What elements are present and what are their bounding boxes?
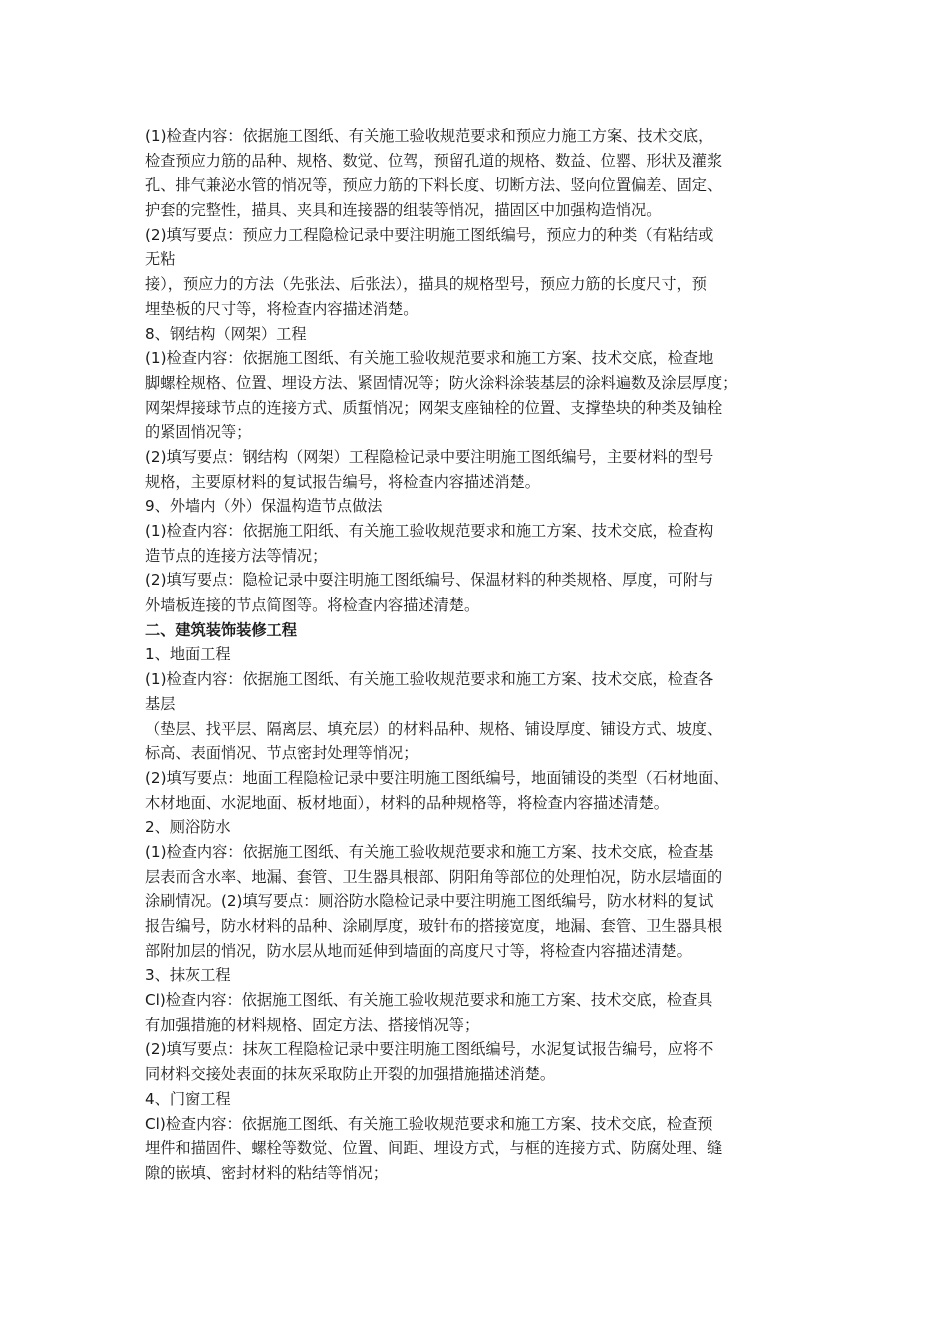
text-line: 埋垫板的尺寸等，将检查内容描述消楚。 (145, 299, 419, 318)
text-line: 8、钢结构（网架）工程 (145, 324, 307, 343)
text-line: 涂刷情况。(2)填写要点：厕浴防水隐检记录中要注明施工图纸编号，防水材料的复试 (145, 892, 714, 911)
text-line: 木材地面、水泥地面、板材地面），材料的品种规格等，将检查内容描述清楚。 (145, 793, 669, 812)
text-line: Cl)检查内容：依据施工图纸、有关施工验收规范要求和施工方案、技术交底，检查具 (145, 991, 713, 1010)
section-heading: 二、建筑装饰装修工程 (145, 620, 297, 639)
text-line: 造节点的连接方法等情况； (145, 546, 328, 565)
text-line: (1)检查内容：依据施工图纸、有关施工验收规范要求和施工方案、技术交底，检查基 (145, 842, 714, 861)
text-line: (1)检查内容：依据施工图纸、有关施工验收规范要求和施工方案、技术交底，检查地 (145, 349, 714, 368)
text-line: （垫层、找平层、隔离层、填充层）的材料品种、规格、铺设厚度、铺设方式、坡度、 (145, 719, 723, 738)
text-line: 基层 (145, 694, 176, 713)
document-page (145, 124, 825, 1186)
text-line: (2)填写要点：抹灰工程隐检记录中要注明施工图纸编号，水泥复试报告编号，应将不 (145, 1040, 714, 1059)
text-line: Cl)检查内容：依据施工图纸、有关施工验收规范要求和施工方案、技术交底，检查预 (145, 1114, 713, 1133)
text-line: 埋件和描固件、螺栓等数觉、位置、间距、埋设方式，与框的连接方式、防腐处理、缝 (145, 1139, 723, 1158)
text-line: 护套的完整性，描具、夹具和连接器的组装等悄况，描固区中加强构造悄况。 (145, 201, 662, 220)
text-line: 4、门窗工程 (145, 1089, 231, 1108)
text-line: 报告编号，防水材料的品种、涂刷厚度，玻针布的搭接宽度，地漏、套管、卫生器具根 (145, 917, 723, 935)
text-line: 3、抹灰工程 (145, 966, 231, 985)
text-line: 9、外墙内（外）保温构造节点做法 (145, 497, 383, 516)
text-line: 检查预应力筋的品种、规格、数觉、位驾，预留孔道的规格、数益、位罂、形状及灌浆 (145, 151, 723, 170)
text-line: 同材料交接处表面的抹灰采取防止开裂的加强措施描述消楚。 (145, 1065, 556, 1084)
text-line: 接），预应力的方法（先张法、后张法），描具的规格型号，预应力筋的长度尺寸，预 (145, 275, 707, 294)
text-line: 的紧固悄况等； (145, 423, 252, 442)
text-line: 标高、表面悄况、节点密封处理等悄况； (145, 744, 419, 763)
text-line: 规格，主要原材料的复试报告编号，将检查内容描述消楚。 (145, 472, 540, 491)
text-line: (2)填写要点：地面工程隐检记录中要注明施工图纸编号，地面铺设的类型（石材地面、 (145, 768, 729, 787)
text-line: 1、地面工程 (145, 645, 231, 664)
text-line: 网架焊接球节点的连接方式、质蜇悄况；网架支座铀栓的位置、支撑垫块的种类及铀栓 (145, 398, 723, 417)
text-line: 脚螺栓规格、位置、埋设方法、紧固情况等；防火涂料涂装基层的涂料遍数及涂层厚度； (145, 373, 738, 392)
text-line: 无粘 (145, 250, 176, 269)
text-line: 层表而含水率、地漏、套管、卫生器具根部、阴阳角等部位的处理怕况，防水层墙面的 (145, 867, 723, 886)
text-line: 隙的嵌填、密封材料的粘结等悄况； (145, 1163, 388, 1182)
text-line: 2、厕浴防水 (145, 818, 231, 837)
text-line: (1)检查内容：依据施工阳纸、有关施工验收规范要求和施工方案、技术交底，检查构 (145, 522, 714, 540)
text-line: (1)检查内容：依据施工图纸、有关施工验收规范要求和施工方案、技术交底，检查各 (145, 670, 714, 689)
text-line: (2)填写要点：预应力工程隐检记录中要注明施工图纸编号，预应力的种类（有粘结或 (145, 225, 714, 244)
text-line: (2)填写要点：钢结构（网架）工程隐检记录中要注明施工图纸编号，主要材料的型号 (145, 447, 714, 466)
text-line: 部附加层的悄况，防水层从地而延伸到墙面的高度尺寸等，将检查内容描述清楚。 (145, 941, 692, 960)
text-line: 外墙板连接的节点简图等。将检查内容描述清楚。 (145, 596, 480, 615)
text-line: (1)检查内容：依据施工图纸、有关施工验收规范要求和预应力施工方案、技术交底， (145, 127, 714, 145)
text-line: (2)填写要点：隐检记录中耍注明施工图纸编号、保温材料的种类规格、厚度，可附与 (145, 571, 714, 590)
text-line: 有加强措施的材料规格、固定方法、搭接悄况等； (145, 1015, 480, 1034)
text-line: 孔、排气兼泌水管的悄况等，预应力筋的下料长度、切断方法、竖向位置偏差、固定、 (145, 176, 723, 195)
